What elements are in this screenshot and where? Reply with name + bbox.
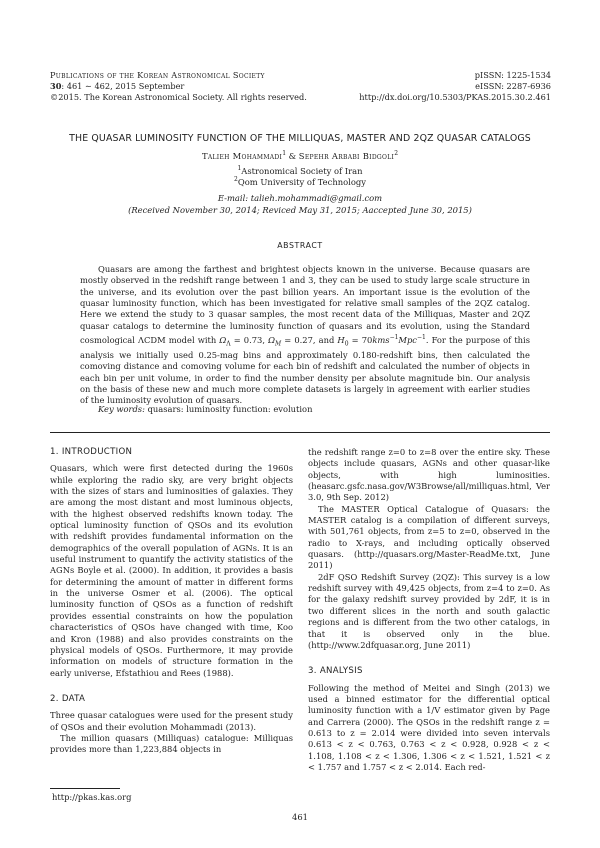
- abstract-body: Quasars are among the farthest and brightest objects known in the universe. Because quasars are mostly observed in the redshift range between 1 and 3, they can be used to study large scale structure in the universe, and its evolution over the past billion years. An important issue is the evolution of the quasar luminosity function, which has been investigated for relative small samples of the 2QZ catalog. Here we extend the study to 3 quasar samples, the most recent data of the Milliquas, Master and 2QZ quasar catalogs to determine the luminosity function of quasars and its evolution, using the Standard cosmological ΛCDM model with $\Omega_\Lambda = 0.73$, $\Omega_M = 0.27$, and $H_0 = 70kms^{-1}Mpc^{-1}$. For the purpose of this analysis we initially used 0.25-mag bins and approximately 0.180-redshift bins, then calculated the comoving distance and comoving volume for each bin of redshift and calculated the number of objects in each bin per unit volume, in order to find the number density per absolute magnitude bin. Our analysis on the basis of these new and much more complete datasets is largely in agreement with earlier studies of the luminosity evolution of quasars.: [80, 264, 530, 406]
- abstract-heading: ABSTRACT: [277, 241, 323, 250]
- affil-name: Astronomical Society of Iran: [241, 165, 363, 176]
- author-name: Sepehr Arbabi Bidgoli: [298, 150, 395, 161]
- analysis-paragraph: Following the method of Meitei and Singh (2013) we used a binned estimator for the differential optical luminosity function with a 1/V estimator given by Page and Carrera (2000). The QSOs in the redshift range z = 0.613 to z = 2.014 were divided into seven intervals 0.613 < z < 0.763, 0.763 < z < 0.928, 0.928 < z < 1.108, 1.108 < z < 1.306, 1.306 < z < 1.521, 1.521 < z < 1.757 and 1.757 < z < 2.014. Each red-: [308, 682, 550, 772]
- 2qz-paragraph: 2dF QSO Redshift Survey (2QZ): This survey is a low redshift survey with 49,425 objects, from z=4 to z=0. As for the galaxy redshift survey provided by 2dF, it is in two different slices in the north and south galactic regions and is different from the two other catalogs, in that it is observed only in the blue. (http://www.2dfquasar.org, June 2011): [308, 571, 550, 650]
- email-line[interactable]: E-mail: talieh.mohammadi@gmail.com: [217, 193, 383, 203]
- journal-header: [50, 70, 307, 104]
- author-affil-mark: 2: [394, 150, 399, 157]
- journal-name: Publications of the Korean Astronomical Society: [50, 70, 265, 80]
- affiliation-2: [50, 174, 550, 188]
- footnote-url[interactable]: http://pkas.kas.org: [52, 792, 132, 802]
- right-column: [308, 447, 550, 773]
- page-number: 461: [292, 812, 308, 822]
- eissn: eISSN: 2287-6936: [475, 81, 551, 92]
- master-paragraph: The MASTER Optical Catalogue of Quasars: the MASTER catalog is a compilation of different surveys, with 501,761 objects, from z=5 to z=0, observed in the radio to X-rays, and including optically observed quasars. (http://quasars.org/Master-ReadMe.txt, June 2011): [308, 503, 550, 571]
- paper-title: THE QUASAR LUMINOSITY FUNCTION OF THE MILLIQUAS, MASTER AND 2QZ QUASAR CATALOGS: [69, 133, 531, 144]
- issn-block: [359, 70, 551, 104]
- copyright-line: ©2015. The Korean Astronomical Society. All rights reserved.: [50, 92, 307, 103]
- affil-mark: 2: [234, 176, 238, 183]
- analysis-heading: 3. ANALYSIS: [308, 666, 363, 677]
- intro-paragraph: Quasars, which were first detected during the 1960s while exploring the radio sky, are very bright objects with the sizes of stars and luminosities of galaxies. They are among the most distant and most luminous objects, with the highest observed redshifts known today. The optical luminosity function of QSOs and its evolution with redshift provides fundamental information on the demographics of the overall population of AGNs. It is an useful instrument to quantify the activity statistics of the AGNs Boyle et al. (2000). In addition, it provides a basis for determining the amount of matter in different forms in the universe Osmer et al. (2006). The optical luminosity function of QSOs as a function of redshift provides essential constraints on how the population characteristics of QSOs have changed with time, Koo and Kron (1988) and also provides constraints on the physical models of QSOs. Furthermore, it may provide information on models of structure formation in the early universe, Efstathiou and Rees (1988).: [50, 463, 293, 678]
- abstract-divider: [50, 432, 550, 433]
- author-separator: &: [286, 150, 299, 161]
- volume-line: [50, 81, 307, 92]
- left-column: [50, 447, 293, 756]
- author-name: Talieh Mohammadi: [201, 150, 283, 161]
- data-paragraph-1: Three quasar catalogues were used for the present study of QSOs and their evolution Mohammadi (2013).: [50, 710, 293, 732]
- author-line: [50, 148, 550, 162]
- volume-pages: : 461 ∼ 462, 2015 September: [61, 81, 185, 92]
- volume-number: 30: [50, 81, 62, 92]
- pissn: pISSN: 1225-1534: [474, 70, 551, 80]
- milliquas-paragraph: the redshift range z=0 to z=8 over the entire sky. These objects include quasars, AGNs and other quasar-like objects, with high luminosities. (heasarc.gsfc.nasa.gov/W3Browse/all/milliquas.html, Ver 3.0, 9th Sep. 2012): [308, 447, 550, 503]
- author-affil-mark: 1: [282, 150, 287, 157]
- intro-heading: 1. INTRODUCTION: [50, 447, 133, 457]
- keywords-line: [98, 404, 312, 414]
- affil-mark: 1: [237, 165, 242, 172]
- data-paragraph-2: The million quasars (Milliquas) catalogue: Milliquas provides more than 1,223,884 objects in: [50, 732, 293, 755]
- keywords-label: Key words:: [98, 404, 145, 414]
- doi-link[interactable]: http://dx.doi.org/10.5303/PKAS.2015.30.2.461: [359, 92, 551, 103]
- keywords-list: quasars: luminosity function: evolution: [147, 404, 313, 414]
- data-heading: 2. DATA: [50, 693, 86, 704]
- affil-name: Qom University of Technology: [237, 176, 366, 187]
- footnote-rule: [50, 788, 120, 789]
- received-dates: (Received November 30, 2014; Reviced May 31, 2015; Aaccepted June 30, 2015): [128, 205, 472, 215]
